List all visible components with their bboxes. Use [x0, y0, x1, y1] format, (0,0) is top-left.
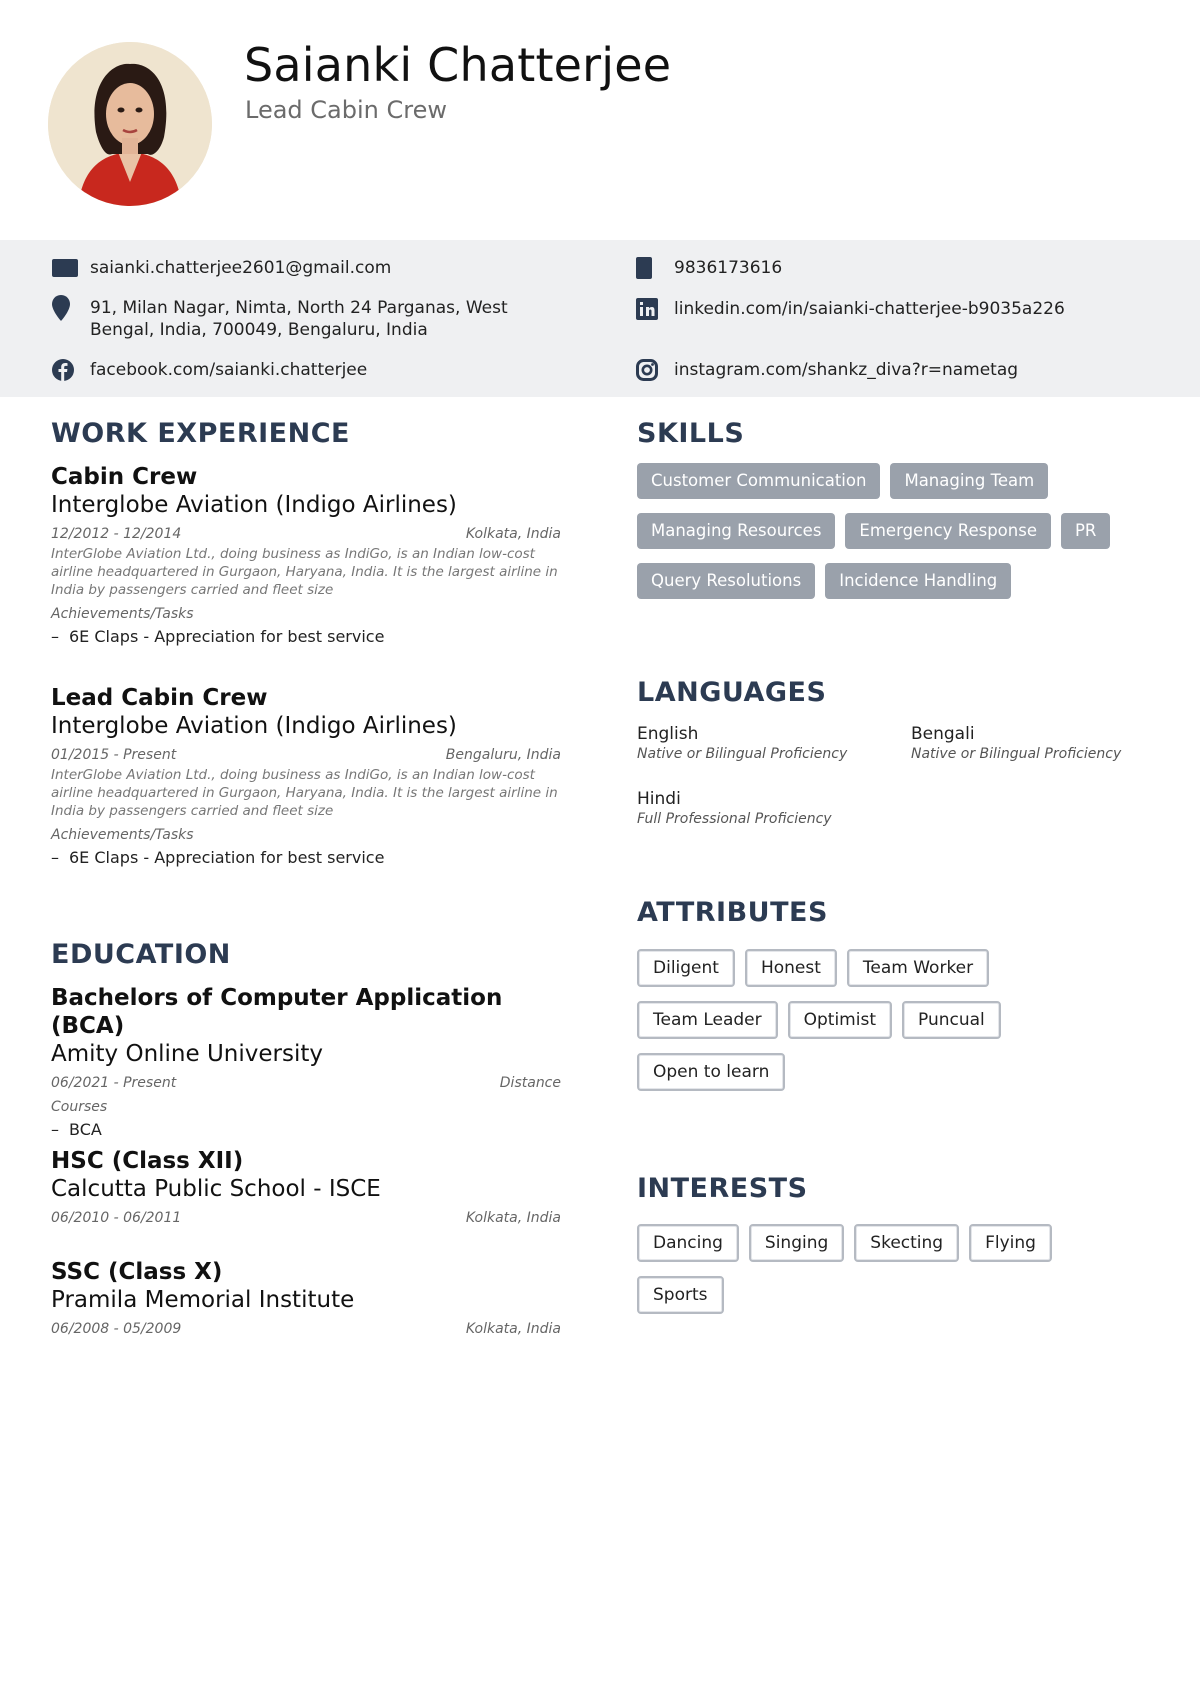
- language-level: Native or Bilingual Proficiency: [911, 746, 1122, 762]
- interest-tag: Dancing: [637, 1224, 739, 1262]
- job-dates: 01/2015 - Present: [51, 747, 177, 763]
- contact-linkedin-text: linkedin.com/in/saianki-chatterjee-b9035a226: [674, 299, 1065, 319]
- job-tasks-label: Achievements/Tasks: [51, 827, 194, 843]
- work-experience-heading: WORK EXPERIENCE: [51, 418, 350, 449]
- language-name: Bengali: [911, 724, 975, 744]
- education-meta: [51, 1209, 561, 1227]
- education-meta: [51, 1074, 561, 1092]
- job-meta: [51, 525, 561, 543]
- education-dates: 06/2021 - Present: [51, 1075, 177, 1091]
- interest-tag: Flying: [969, 1224, 1052, 1262]
- job-task-item: [51, 627, 561, 647]
- job-company: Interglobe Aviation (Indigo Airlines): [51, 492, 457, 518]
- interest-tag: Skecting: [854, 1224, 959, 1262]
- job-dates: 12/2012 - 12/2014: [51, 526, 182, 542]
- language-name: Hindi: [637, 789, 681, 809]
- degree-name: SSC (Class X): [51, 1259, 223, 1285]
- language-item: [911, 723, 1181, 763]
- interest-tag: Sports: [637, 1276, 724, 1314]
- contact-instagram-text: instagram.com/shankz_diva?r=nametag: [674, 360, 1019, 380]
- education-heading: EDUCATION: [51, 939, 231, 970]
- contact-email[interactable]: [52, 257, 391, 279]
- job-description: InterGlobe Aviation Ltd., doing business as IndiGo, is an Indian low-cost airline headquartered in Gurgaon, Haryana, India. It is the largest airline in India by passengers carried and fleet size: [51, 546, 558, 598]
- bullet-dash-icon: –: [51, 627, 59, 646]
- attribute-tag: Optimist: [788, 1001, 892, 1039]
- skill-tag: Query Resolutions: [637, 563, 815, 599]
- job-company: Interglobe Aviation (Indigo Airlines): [51, 713, 457, 739]
- facebook-icon: [52, 359, 78, 381]
- contact-phone-text: 9836173616: [674, 258, 783, 278]
- profile-photo: [48, 42, 212, 206]
- language-item: [637, 723, 907, 763]
- job-task-item: [51, 848, 561, 868]
- education-entry: [51, 1147, 561, 1227]
- contact-email-text: saianki.chatterjee2601@gmail.com: [90, 258, 392, 278]
- skills-heading: SKILLS: [637, 418, 745, 449]
- contact-instagram[interactable]: [636, 359, 1018, 381]
- candidate-title: Lead Cabin Crew: [245, 96, 447, 124]
- candidate-name: Saianki Chatterjee: [244, 38, 672, 92]
- language-level: Native or Bilingual Proficiency: [637, 746, 848, 762]
- job-tasks-label: Achievements/Tasks: [51, 606, 194, 622]
- skill-tag: Incidence Handling: [825, 563, 1011, 599]
- skill-tag: PR: [1061, 513, 1110, 549]
- attribute-tag: Honest: [745, 949, 837, 987]
- work-entry: [51, 463, 561, 647]
- degree-name: Bachelors of Computer Application (BCA): [51, 985, 503, 1039]
- contact-address: [52, 297, 522, 341]
- attribute-tag: Puncual: [902, 1001, 1001, 1039]
- education-dates: 06/2010 - 06/2011: [51, 1210, 182, 1226]
- languages-heading: LANGUAGES: [637, 677, 827, 708]
- job-description: InterGlobe Aviation Ltd., doing business as IndiGo, is an Indian low-cost airline headquartered in Gurgaon, Haryana, India. It is the largest airline in India by passengers carried and fleet size: [51, 767, 558, 819]
- language-name: English: [637, 724, 699, 744]
- education-location: Kolkata, India: [465, 1321, 561, 1337]
- education-dates: 06/2008 - 05/2009: [51, 1321, 182, 1337]
- contact-linkedin[interactable]: [636, 298, 1065, 320]
- degree-name: HSC (Class XII): [51, 1148, 244, 1174]
- attributes-list: [637, 949, 1017, 1091]
- job-role: Cabin Crew: [51, 464, 198, 490]
- language-item: [637, 788, 907, 828]
- skill-tag: Managing Resources: [637, 513, 835, 549]
- job-task-text: 6E Claps - Appreciation for best service: [69, 627, 385, 646]
- contact-phone[interactable]: [636, 257, 782, 279]
- attribute-tag: Team Leader: [637, 1001, 778, 1039]
- work-entry: [51, 684, 561, 868]
- contact-facebook[interactable]: [52, 359, 367, 381]
- bullet-dash-icon: –: [51, 848, 59, 867]
- job-task-text: 6E Claps - Appreciation for best service: [69, 848, 385, 867]
- course-item: [51, 1120, 561, 1140]
- education-entry: [51, 984, 561, 1140]
- education-location: Distance: [499, 1075, 561, 1091]
- instagram-icon: [636, 359, 662, 381]
- job-location: Bengaluru, India: [445, 747, 561, 763]
- attributes-heading: ATTRIBUTES: [637, 897, 828, 928]
- skills-list: [637, 463, 1157, 599]
- education-location: Kolkata, India: [465, 1210, 561, 1226]
- location-pin-icon: [52, 297, 78, 319]
- interests-list: [637, 1224, 1077, 1314]
- skill-tag: Customer Communication: [637, 463, 880, 499]
- attribute-tag: Diligent: [637, 949, 735, 987]
- phone-icon: [636, 257, 662, 279]
- attribute-tag: Team Worker: [847, 949, 989, 987]
- education-meta: [51, 1320, 561, 1338]
- linkedin-icon: [636, 298, 662, 320]
- bullet-dash-icon: –: [51, 1120, 59, 1139]
- skill-tag: Managing Team: [890, 463, 1048, 499]
- interest-tag: Singing: [749, 1224, 844, 1262]
- job-location: Kolkata, India: [465, 526, 561, 542]
- job-role: Lead Cabin Crew: [51, 685, 268, 711]
- school-name: Pramila Memorial Institute: [51, 1287, 355, 1313]
- interests-heading: INTERESTS: [637, 1173, 808, 1204]
- school-name: Calcutta Public School - ISCE: [51, 1176, 381, 1202]
- envelope-icon: [52, 257, 78, 279]
- language-level: Full Professional Proficiency: [637, 811, 832, 827]
- job-meta: [51, 746, 561, 764]
- attribute-tag: Open to learn: [637, 1053, 785, 1091]
- contact-address-text: 91, Milan Nagar, Nimta, North 24 Parganas, West Bengal, India, 700049, Bengaluru, India: [90, 298, 508, 340]
- course-text: BCA: [69, 1120, 102, 1139]
- profile-photo-illustration: [48, 42, 212, 206]
- resume-header: [0, 0, 1200, 240]
- contact-facebook-text: facebook.com/saianki.chatterjee: [90, 360, 368, 380]
- education-entry: [51, 1258, 561, 1338]
- school-name: Amity Online University: [51, 1041, 323, 1067]
- skill-tag: Emergency Response: [845, 513, 1051, 549]
- courses-label: Courses: [51, 1099, 108, 1115]
